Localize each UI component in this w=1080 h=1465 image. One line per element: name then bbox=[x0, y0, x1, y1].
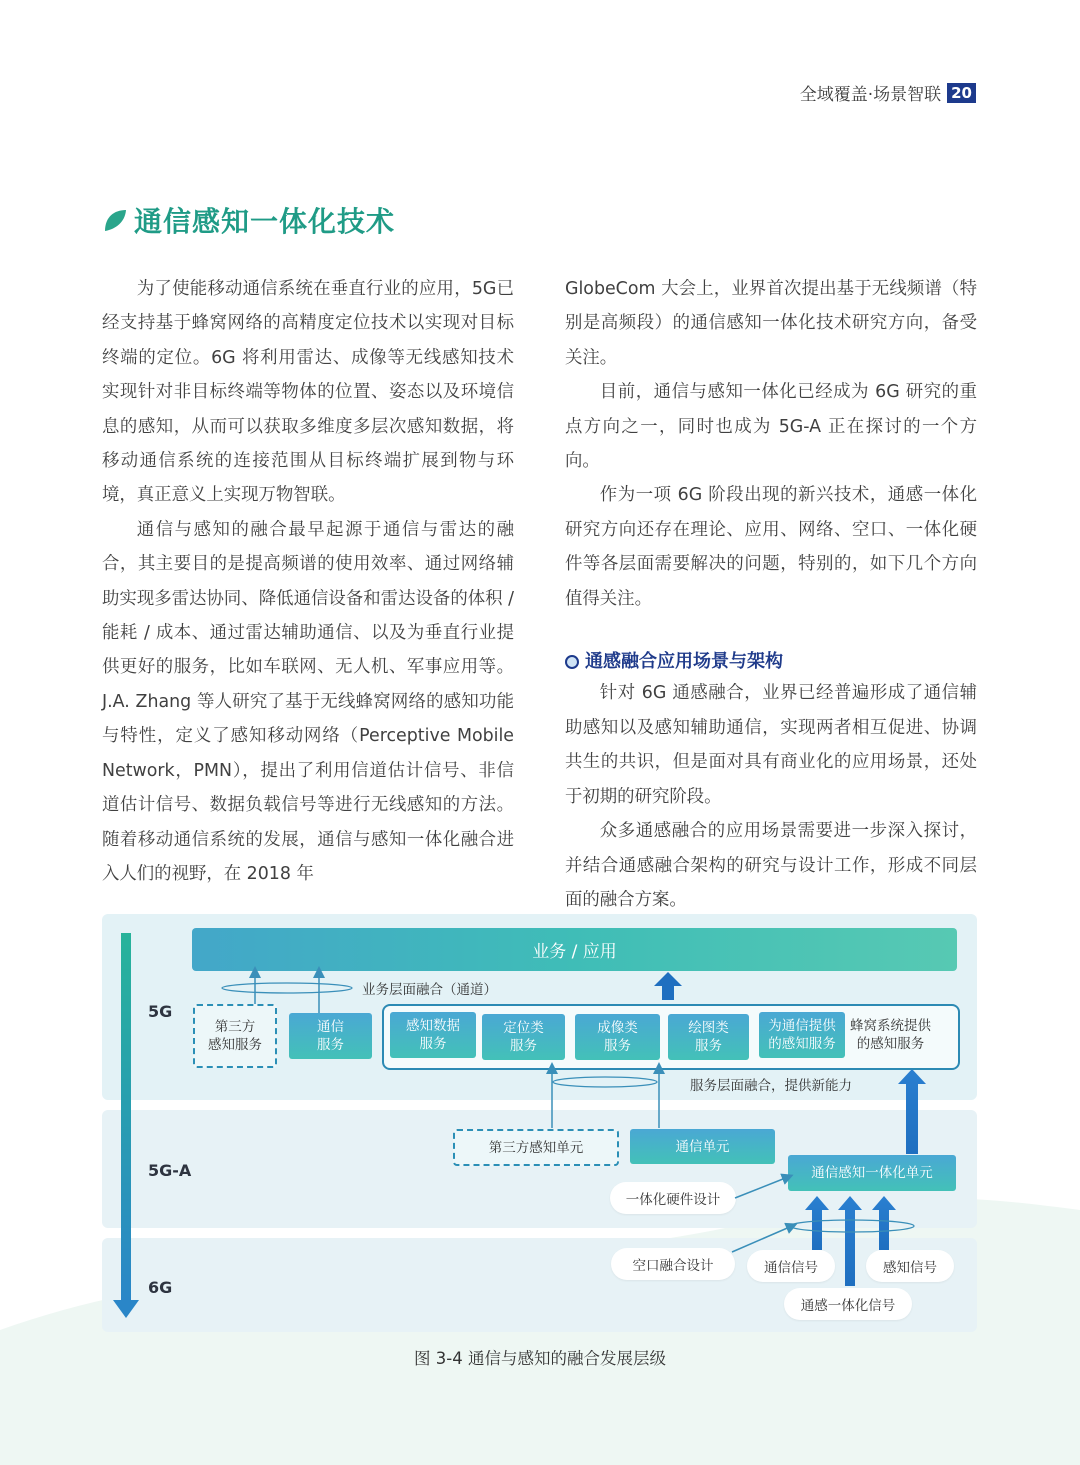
paragraph: 通信与感知的融合最早起源于通信与雷达的融合，其主要目的是提高频谱的使用效率、通过网络辅助实现多雷达协同、降低通信设备和雷达设备的体积 / 能耗 / 成本、通过雷达辅助通信、以及为垂直行业提供更好的服务，比如车联网、无人机、军事应用等。J.A. Zhang 等人研究了基于无线蜂窝网络的感知功能与特性，定义了感知移动网络（Perceptive Mobile Network，PMN），提出了利用信道估计信号、非信道估计信号、数据负载信号等进行无线感知的方法。随着移动通信系统的发展，通信与感知一体化融合进入人们的视野，在 2018 年 bbox=[102, 519, 514, 884]
level-label-5g: 5G bbox=[148, 1002, 173, 1021]
paragraph: 目前，通信与感知一体化已经成为 6G 研究的重点方向之一，同时也成为 5G-A 正在探讨的一个方向。 bbox=[565, 382, 977, 472]
fusion-level-figure bbox=[102, 914, 977, 1332]
section-title: 通信感知一体化技术 bbox=[134, 205, 396, 238]
imaging-service-box: 成像类 服务 bbox=[575, 1014, 660, 1060]
level-label-5g-a: 5G-A bbox=[148, 1161, 192, 1180]
business-fusion-label: 业务层面融合（通道） bbox=[362, 982, 497, 998]
subheading bbox=[565, 645, 977, 679]
section-name: 全域覆盖·场景智联 bbox=[799, 85, 942, 105]
figure-caption: 图 3-4 通信与感知的融合发展层级 bbox=[414, 1349, 666, 1368]
comm-signal-pill: 通信信号 bbox=[747, 1250, 835, 1282]
subheading-text: 通感融合应用场景与架构 bbox=[585, 651, 783, 673]
sensing-for-comm-service-box: 为通信提供 的感知服务 bbox=[759, 1012, 845, 1058]
leaf-icon bbox=[102, 207, 128, 233]
integrated-hardware-design: 一体化硬件设计 bbox=[610, 1182, 736, 1214]
cellular-sensing-service: 蜂窝系统提供 的感知服务 bbox=[850, 1018, 931, 1052]
left-column bbox=[102, 272, 514, 891]
paragraph: GlobeCom 大会上，业界首次提出基于无线频谱（特别是高频段）的通信感知一体化技术研究方向，备受关注。 bbox=[565, 279, 977, 368]
isac-unit-box: 通信感知一体化单元 bbox=[788, 1155, 956, 1191]
third-party-sensing-unit: 第三方感知单元 bbox=[453, 1129, 619, 1166]
paragraph: 作为一项 6G 阶段出现的新兴技术，通感一体化研究方向还存在理论、应用、网络、空口、一体化硬件等各层面需要解决的问题，特别的，如下几个方向值得关注。 bbox=[565, 485, 977, 609]
page-number: 20 bbox=[947, 83, 976, 103]
paragraph: 为了使能移动通信系统在垂直行业的应用，5G已经支持基于蜂窝网络的高精度定位技术以实现对目标终端的定位。6G 将利用雷达、成像等无线感知技术实现针对非目标终端等物体的位置、姿态以及环境信息的感知，从而可以获取多维度多层次感知数据，将移动通信系统的连接范围从目标终端扩展到物与环境，真正意义上实现万物智联。 bbox=[102, 279, 514, 506]
section-title-wrap bbox=[102, 200, 395, 240]
comm-service-box: 通信 服务 bbox=[289, 1013, 372, 1059]
sensing-signal-pill: 感知信号 bbox=[866, 1250, 954, 1282]
paragraph: 针对 6G 通感融合，业界已经普遍形成了通信辅助感知以及感知辅助通信，实现两者相互促进、协调共生的共识，但是面对具有商业化的应用场景，还处于初期的研究阶段。 bbox=[565, 683, 977, 807]
bullet-circle-icon bbox=[565, 655, 579, 669]
mapping-service-box: 绘图类 服务 bbox=[668, 1014, 749, 1060]
figure-connectors bbox=[102, 914, 977, 1332]
third-party-sensing-service: 第三方 感知服务 bbox=[193, 1004, 277, 1068]
paragraph: 众多通感融合的应用场景需要进一步深入探讨，并结合通感融合架构的研究与设计工作，形成不同层面的融合方案。 bbox=[565, 821, 977, 910]
air-interface-fusion-design: 空口融合设计 bbox=[611, 1248, 735, 1280]
business-application-bar: 业务 / 应用 bbox=[192, 928, 957, 971]
right-column bbox=[565, 272, 977, 917]
level-label-6g: 6G bbox=[148, 1278, 173, 1297]
comm-unit-box: 通信单元 bbox=[630, 1129, 775, 1164]
service-fusion-label: 服务层面融合，提供新能力 bbox=[690, 1078, 852, 1094]
positioning-service-box: 定位类 服务 bbox=[482, 1014, 565, 1060]
sensing-data-service-box: 感知数据 服务 bbox=[390, 1012, 476, 1058]
isac-signal-pill: 通感一体化信号 bbox=[784, 1288, 912, 1320]
page-header bbox=[800, 80, 976, 105]
